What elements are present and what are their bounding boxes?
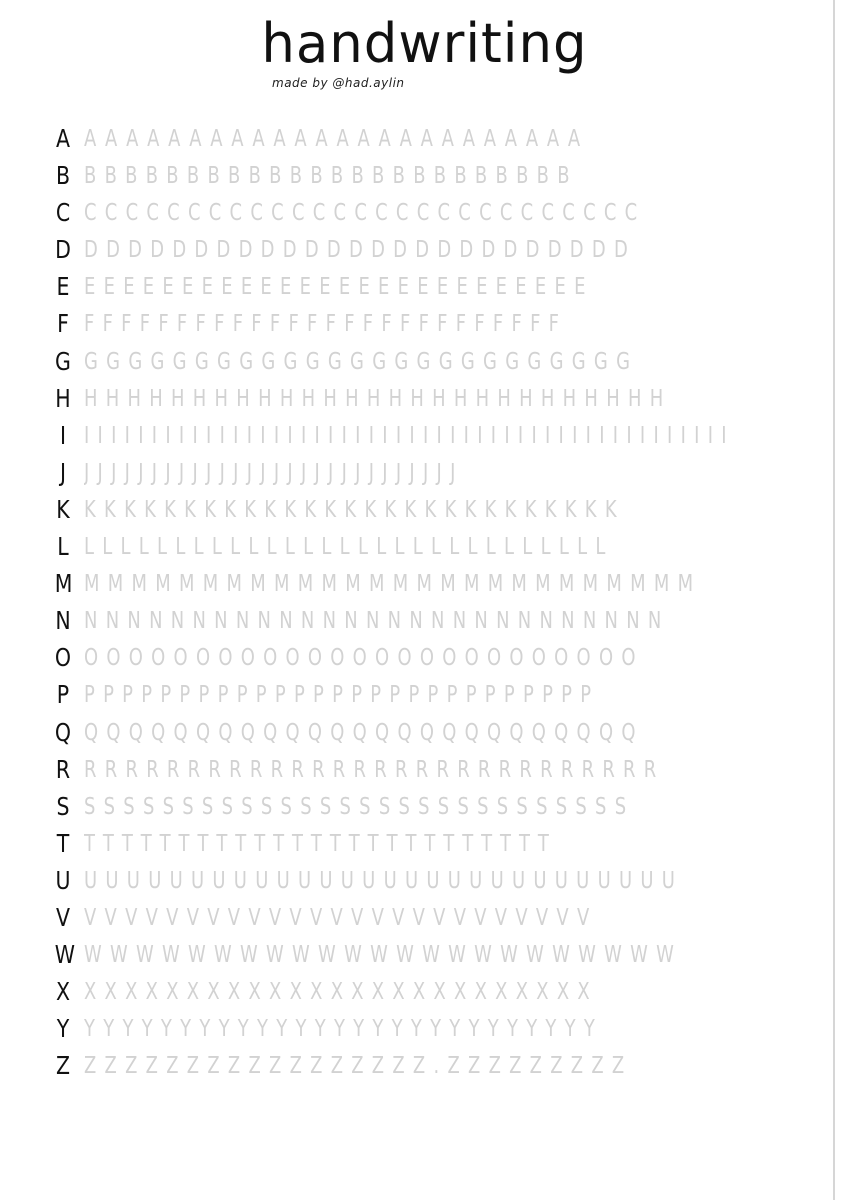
- tracing-letters: GGGGGGGGGGGGGGGGGGGGGGGGG: [84, 348, 639, 375]
- tracing-letters: XXXXXXXXXXXXXXXXXXXXXXXXX: [84, 979, 598, 1006]
- lead-letter: D: [55, 235, 71, 265]
- letter-row-x: [0, 973, 833, 1010]
- lead-letter: U: [55, 865, 71, 895]
- lead-letter: L: [57, 532, 69, 562]
- lead-letter: X: [55, 977, 71, 1007]
- lead-letter: M: [54, 569, 73, 599]
- tracing-letters: VVVVVVVVVVVVVVVVVVVVVVVVV: [84, 904, 598, 931]
- letter-row-z: [0, 1047, 833, 1084]
- lead-letter: Z: [55, 1051, 71, 1081]
- lead-letter: R: [55, 754, 71, 784]
- letter-row-w: [0, 936, 833, 973]
- lead-letter: J: [59, 457, 67, 487]
- letter-row-d: [0, 231, 833, 268]
- letter-row-j: [0, 454, 833, 491]
- lead-letter: S: [56, 791, 70, 821]
- letter-row-n: [0, 602, 833, 639]
- letter-row-g: [0, 343, 833, 380]
- letter-row-q: [0, 714, 833, 751]
- tracing-letters: UUUUUUUUUUUUUUUUUUUUUUUUUUUU: [84, 867, 684, 894]
- letter-row-i: [0, 417, 833, 454]
- tracing-letters: OOOOOOOOOOOOOOOOOOOOOOOOO: [84, 645, 644, 672]
- letter-row-f: [0, 305, 833, 342]
- tracing-letters: DDDDDDDDDDDDDDDDDDDDDDDDD: [84, 237, 637, 264]
- lead-letter: N: [55, 606, 71, 636]
- tracing-letters: LLLLLLLLLLLLLLLLLLLLLLLLLLLLL: [84, 534, 614, 561]
- tracing-letters: CCCCCCCCCCCCCCCCCCCCCCCCCCC: [84, 200, 646, 227]
- lead-letter: K: [56, 494, 70, 524]
- tracing-letters: HHHHHHHHHHHHHHHHHHHHHHHHHHH: [84, 385, 672, 412]
- tracing-letters: YYYYYYYYYYYYYYYYYYYYYYYYYYY: [84, 1016, 604, 1043]
- tracing-letters: WWWWWWWWWWWWWWWWWWWWWWW: [84, 942, 683, 969]
- lead-letter: W: [54, 940, 76, 970]
- tracing-letters: KKKKKKKKKKKKKKKKKKKKKKKKKKK: [84, 496, 625, 523]
- tracing-letters: JJJJJJJJJJJJJJJJJJJJJJJJJJJJ: [84, 459, 464, 486]
- lead-letter: C: [55, 198, 71, 228]
- tracing-letters: PPPPPPPPPPPPPPPPPPPPPPPPPPP: [84, 682, 600, 709]
- letter-row-c: [0, 194, 833, 231]
- letter-row-h: [0, 380, 833, 417]
- lead-letter: T: [56, 828, 70, 858]
- author-credit: made by @had.aylin: [272, 76, 405, 90]
- letter-row-l: [0, 528, 833, 565]
- tracing-letters: AAAAAAAAAAAAAAAAAAAAAAAA: [84, 126, 589, 152]
- lead-letter: G: [55, 346, 71, 376]
- tracing-letters: FFFFFFFFFFFFFFFFFFFFFFFFFF: [84, 311, 568, 338]
- tracing-letters: SSSSSSSSSSSSSSSSSSSSSSSSSSSS: [84, 793, 635, 820]
- lead-letter: Y: [56, 1014, 70, 1044]
- tracing-letters: BBBBBBBBBBBBBBBBBBBBBBBB: [84, 163, 578, 190]
- tracing-letters: EEEEEEEEEEEEEEEEEEEEEEEEEE: [84, 274, 594, 301]
- worksheet-header: [0, 14, 849, 74]
- tracing-letters: TTTTTTTTTTTTTTTTTTTTTTTTT: [84, 830, 558, 857]
- lead-letter: B: [55, 161, 71, 191]
- lead-letter: O: [54, 643, 72, 673]
- lead-letter: E: [56, 272, 70, 302]
- letter-row-k: [0, 491, 833, 528]
- tracing-letters: ZZZZZZZZZZZZZZZZZ.ZZZZZZZZZ: [84, 1053, 633, 1080]
- letter-rows: [0, 120, 833, 1084]
- letter-row-r: [0, 751, 833, 788]
- letter-row-y: [0, 1010, 833, 1047]
- tracing-letters: MMMMMMMMMMMMMMMMMMMMMMMMMM: [84, 571, 702, 598]
- letter-row-m: [0, 565, 833, 602]
- letter-row-e: [0, 268, 833, 305]
- letter-row-s: [0, 788, 833, 825]
- letter-row-a: [0, 120, 833, 157]
- letter-row-t: [0, 825, 833, 862]
- letter-row-v: [0, 899, 833, 936]
- lead-letter: V: [55, 902, 71, 932]
- lead-letter: Q: [54, 717, 72, 747]
- tracing-letters: QQQQQQQQQQQQQQQQQQQQQQQQQ: [84, 719, 644, 746]
- lead-letter: P: [56, 680, 70, 710]
- tracing-letters: RRRRRRRRRRRRRRRRRRRRRRRRRRRR: [84, 756, 665, 783]
- lead-letter: I: [59, 420, 67, 450]
- letter-row-b: [0, 157, 833, 194]
- lead-letter: H: [55, 383, 71, 413]
- tracing-letters: NNNNNNNNNNNNNNNNNNNNNNNNNNN: [84, 608, 670, 635]
- lead-letter: F: [57, 309, 69, 339]
- lead-letter: A: [55, 124, 71, 153]
- tracing-letters: IIIIIIIIIIIIIIIIIIIIIIIIIIIIIIIIIIIIIIIIIIIIIIII: [84, 422, 735, 449]
- letter-row-u: [0, 862, 833, 899]
- worksheet-title: handwriting: [261, 12, 588, 75]
- letter-row-p: [0, 676, 833, 713]
- letter-row-o: [0, 639, 833, 676]
